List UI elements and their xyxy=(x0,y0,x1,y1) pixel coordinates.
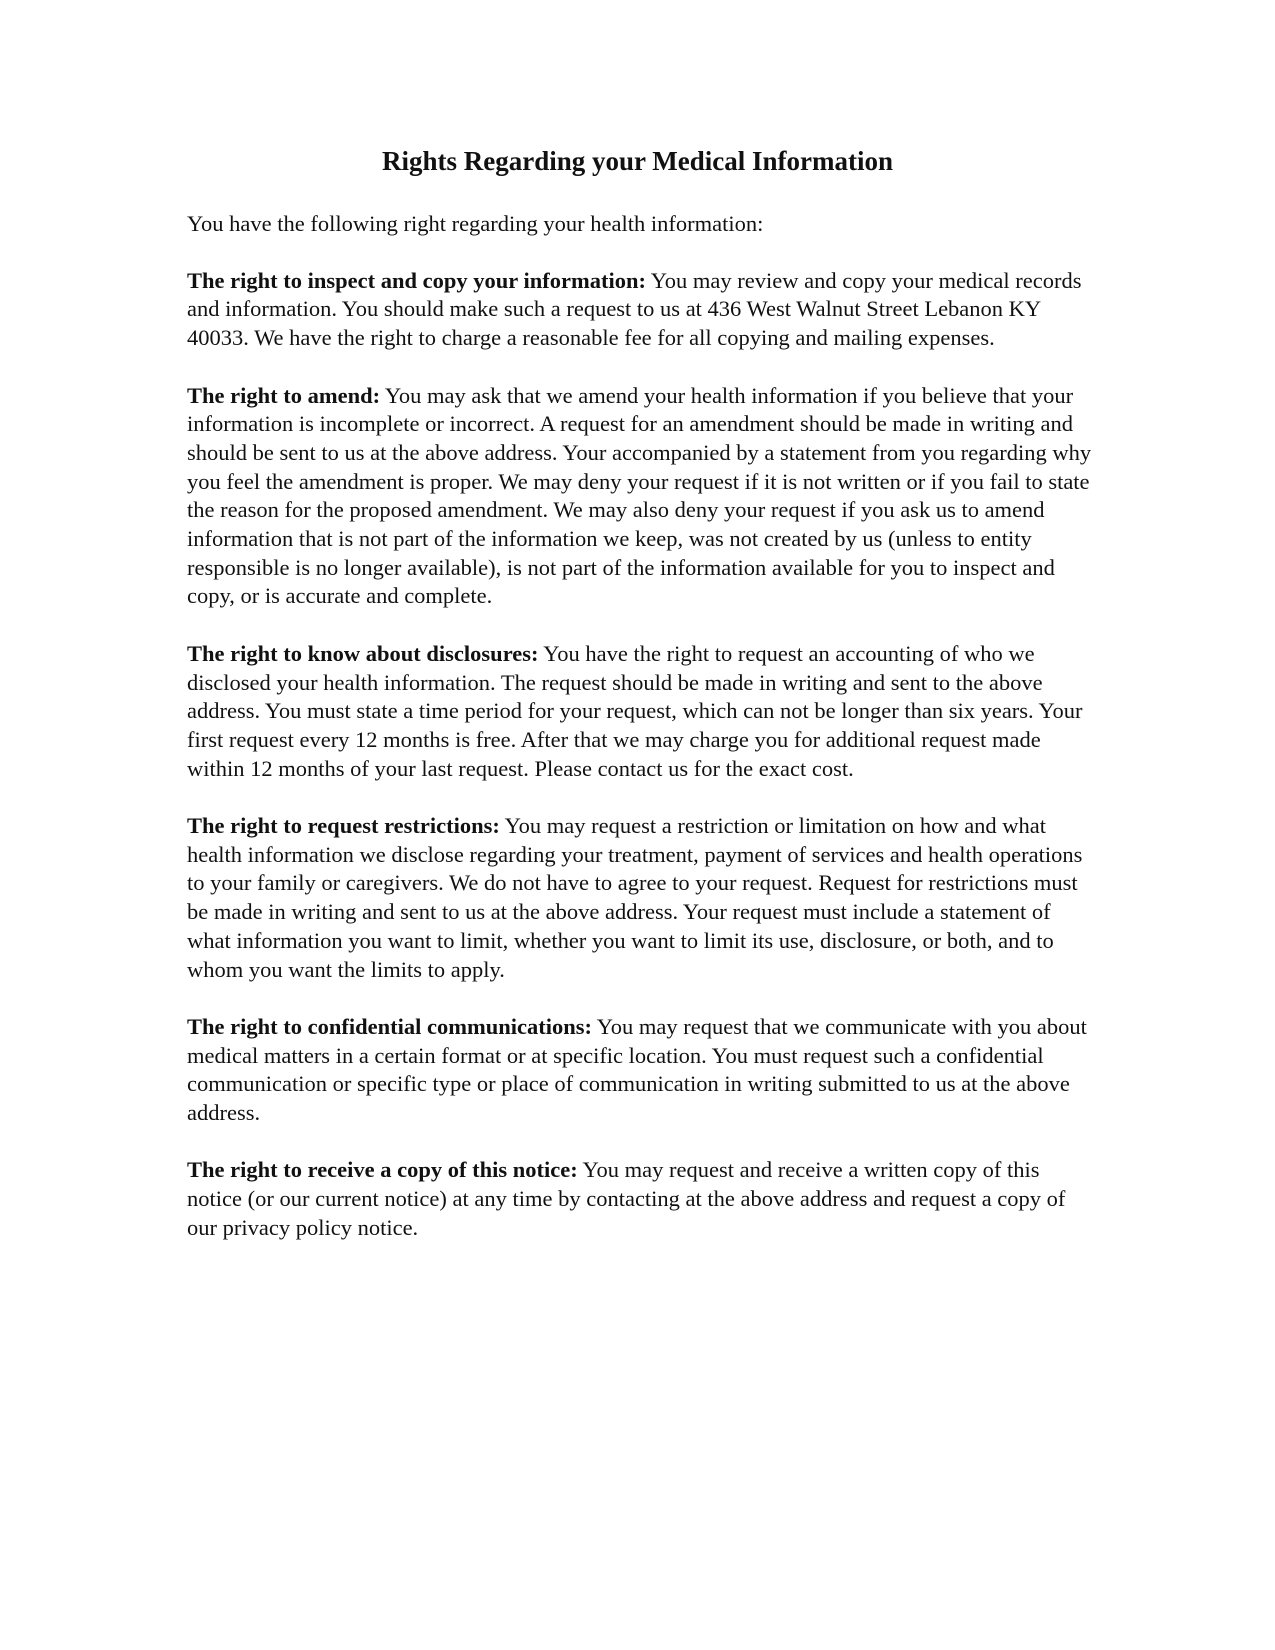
section-amend xyxy=(187,382,1092,612)
section-text: You may request a restriction or limitation on how and what health information we disclose regarding your treatment, payment of services and health operations to your family or caregivers. We do not have to agree to your request. Request for restrictions must be made in writing and sent to us at the above address. Your request must include a statement of what information you want to limit, whether you want to limit its use, disclosure, or both, and to whom you want the limits to apply. xyxy=(187,813,1083,982)
section-heading: The right to amend: xyxy=(187,382,381,408)
section-copy-of-notice xyxy=(187,1156,1092,1242)
section-heading: The right to request restrictions: xyxy=(187,813,500,839)
section-heading: The right to receive a copy of this notice: xyxy=(187,1157,578,1183)
document-body xyxy=(187,210,1092,1271)
section-text: You may ask that we amend your health information if you believe that your information is incomplete or incorrect. A request for an amendment should be made in writing and should be sent to us at the above address. Your accompanied by a statement from you regarding why you feel the amendment is proper. We may deny your request if it is not written or if you fail to state the reason for the proposed amendment. We may also deny your request if you ask us to amend information that is not part of the information we keep, was not created by us (unless to entity responsible is no longer available), is not part of the information available for you to inspect and copy, or is accurate and complete. xyxy=(187,382,1092,609)
intro-paragraph: You have the following right regarding your health information: xyxy=(187,211,764,236)
section-heading: The right to inspect and copy your information: xyxy=(187,267,646,293)
section-heading: The right to know about disclosures: xyxy=(187,640,539,666)
section-text: You may request and receive a written copy of this notice (or our current notice) at any time by contacting at the above address and request a copy of our privacy policy notice. xyxy=(187,1157,1066,1240)
section-disclosures xyxy=(187,640,1092,784)
section-text: You have the right to request an accounting of who we disclosed your health information. The request should be made in writing and sent to the above address. You must state a time period for your request, which can not be longer than six years. Your first request every 12 months is free. After that we may charge you for additional request made within 12 months of your last request. Please contact us for the exact cost. xyxy=(187,640,1083,781)
section-text: You may review and copy your medical records and information. You should make such a request to us at 436 West Walnut Street Lebanon KY 40033. We have the right to charge a reasonable fee for all copying and mailing expenses. xyxy=(187,267,1082,351)
section-inspect-copy xyxy=(187,267,1092,353)
section-text: You may request that we communicate with you about medical matters in a certain format or at specific location. You must request such a confidential communication or specific type or place of communication in writing submitted to us at the above address. xyxy=(187,1013,1087,1126)
section-confidential-communications xyxy=(187,1013,1092,1128)
document-title: Rights Regarding your Medical Information xyxy=(382,146,893,176)
section-heading: The right to confidential communications: xyxy=(187,1013,592,1039)
section-restrictions xyxy=(187,812,1092,984)
